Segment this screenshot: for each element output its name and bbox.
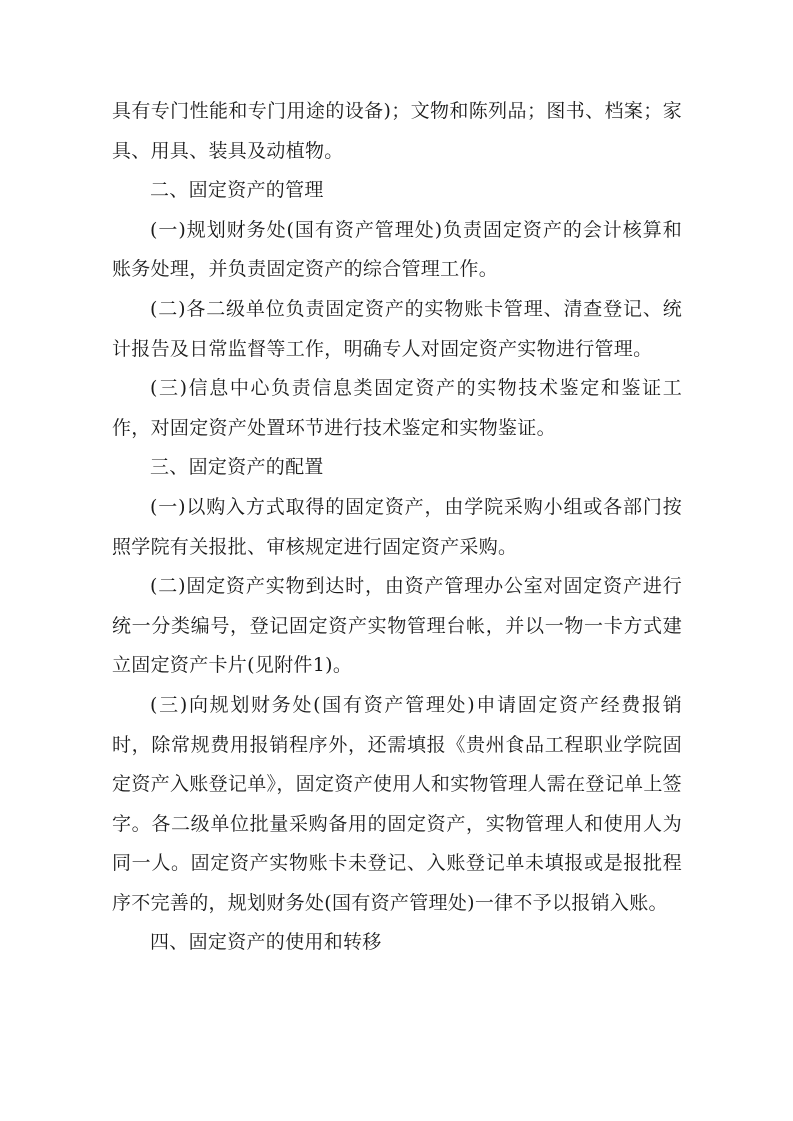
section-heading-allocation: 三、固定资产的配置 xyxy=(150,456,324,479)
document-body xyxy=(112,92,682,963)
paragraph-continuation: 具有专门性能和专门用途的设备)；文物和陈列品；图书、档案；家具、用具、装具及动植物。 xyxy=(112,100,682,162)
paragraph-management-1: (一)规划财务处(国有资产管理处)负责固定资产的会计核算和账务处理，并负责固定资产的综合管理工作。 xyxy=(112,218,682,281)
section-heading-usage: 四、固定资产的使用和转移 xyxy=(150,931,382,954)
paragraph-allocation-3: (三)向规划财务处(国有资产管理处)申请固定资产经费报销时，除常规费用报销程序外，还需填报《贵州食品工程职业学院固定资产入账登记单》，固定资产使用人和实物管理人需在登记单上签字。各二级单位批量采购备用的固定资产，实物管理人和使用人为同一人。固定资产实物账卡未登记、入账登记单未填报或是报批程序不完善的，规划财务处(国有资产管理处)一律不予以报销入账。 xyxy=(112,693,682,914)
paragraph-management-2: (二)各二级单位负责固定资产的实物账卡管理、清查登记、统计报告及日常监督等工作，明确专人对固定资产实物进行管理。 xyxy=(112,297,682,360)
paragraph-allocation-2: (二)固定资产实物到达时，由资产管理办公室对固定资产进行统一分类编号，登记固定资产实物管理台帐，并以一物一卡方式建立固定资产卡片(见附件1)。 xyxy=(112,575,682,677)
paragraph-allocation-1: (一)以购入方式取得的固定资产，由学院采购小组或各部门按照学院有关报批、审核规定进行固定资产采购。 xyxy=(112,495,682,558)
section-heading-management: 二、固定资产的管理 xyxy=(150,179,324,202)
paragraph-management-3: (三)信息中心负责信息类固定资产的实物技术鉴定和鉴证工作，对固定资产处置环节进行技术鉴定和实物鉴证。 xyxy=(112,377,682,439)
